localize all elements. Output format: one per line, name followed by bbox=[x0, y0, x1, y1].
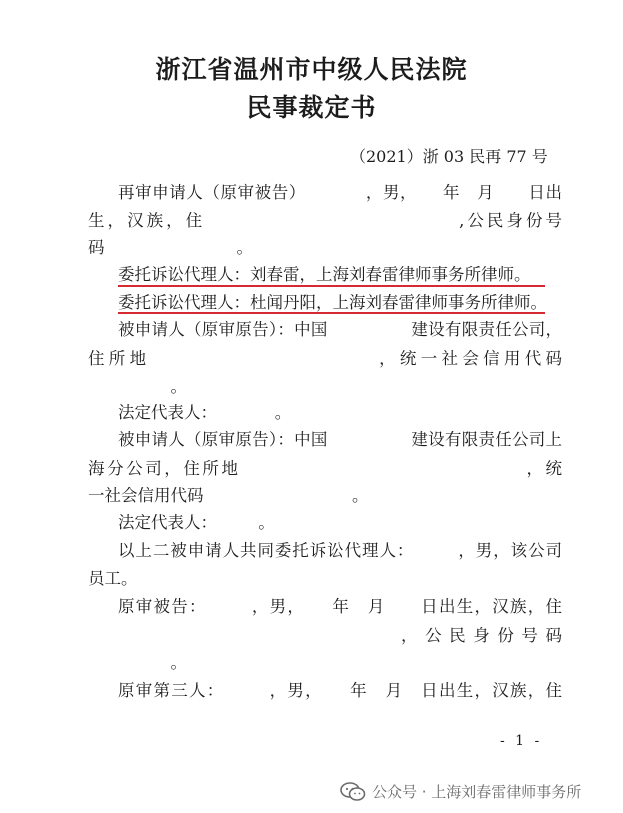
body-line: 生，汉族，住 ,公民身份号 bbox=[88, 211, 562, 230]
document-type-title: 民事裁定书 bbox=[246, 93, 377, 122]
body-line: 海分公司，住所地 ，统 bbox=[88, 459, 562, 478]
page-number: - 1 - bbox=[500, 733, 543, 749]
body-line: 被申请人（原审原告）：中国 建设有限责任公司上 bbox=[118, 430, 562, 449]
body-line: 法定代表人： 。 bbox=[118, 513, 275, 532]
body-line: 以上二被申请人共同委托诉讼代理人： ，男，该公司 bbox=[118, 541, 562, 560]
red-underline-2 bbox=[118, 312, 545, 314]
body-line: 原审第三人： ，男， 年 月 日出生，汉族，住 bbox=[118, 681, 562, 700]
body-line: 。 bbox=[88, 653, 187, 672]
body-line: 原审被告： ，男， 年 月 日出生，汉族，住 bbox=[118, 597, 562, 616]
body-line: ，公民身份号码 bbox=[88, 626, 562, 645]
body-line: 员工。 bbox=[88, 569, 138, 588]
body-line: 码 。 bbox=[88, 238, 253, 257]
body-line: 再审申请人（原审被告） ，男， 年 月 日出 bbox=[118, 183, 562, 202]
red-underline-1 bbox=[118, 285, 545, 287]
agent-line-2: 委托诉讼代理人：杜闻丹阳，上海刘春雷律师事务所律师。 bbox=[118, 293, 547, 312]
body-line: 住所地 ，统一社会信用代码 bbox=[88, 349, 562, 368]
body-line: 一社会信用代码 。 bbox=[88, 486, 369, 505]
court-title: 浙江省温州市中级人民法院 bbox=[155, 55, 468, 84]
agent-line-1: 委托诉讼代理人：刘春雷，上海刘春雷律师事务所律师。 bbox=[118, 265, 531, 284]
case-number: （2021）浙 03 民再 77 号 bbox=[350, 147, 548, 166]
body-line: 。 bbox=[88, 377, 187, 396]
footer-text: 公众号 · 上海刘春雷律师事务所 bbox=[372, 783, 582, 801]
body-line: 被申请人（原审原告）：中国 建设有限责任公司， bbox=[118, 320, 562, 339]
body-line: 法定代表人： 。 bbox=[118, 403, 292, 422]
wechat-footer bbox=[340, 781, 581, 802]
wechat-icon bbox=[340, 782, 366, 802]
